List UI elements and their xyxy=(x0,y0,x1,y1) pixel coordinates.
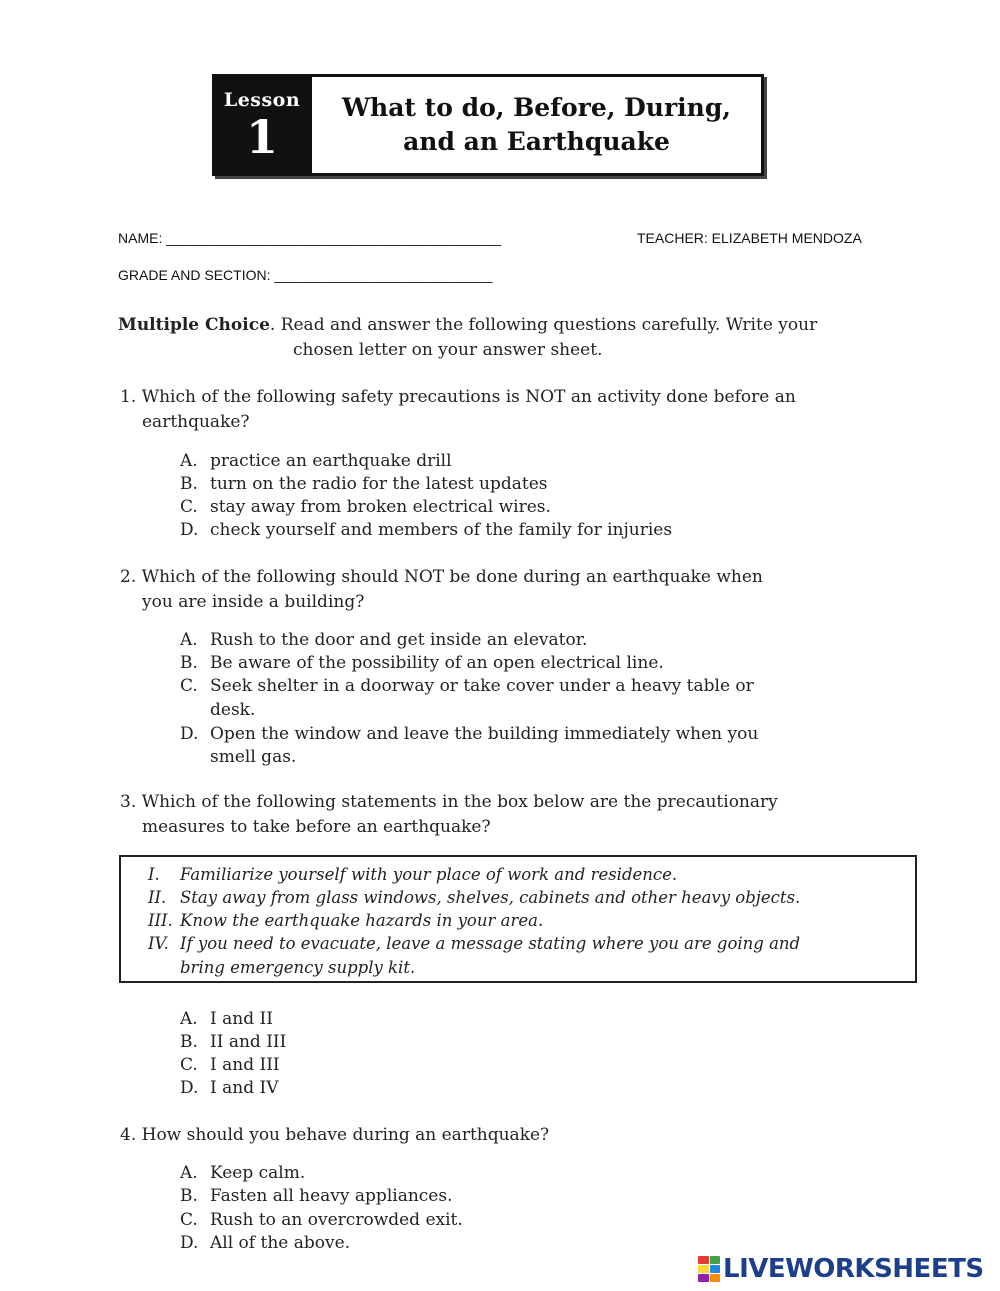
statement-num: III. xyxy=(148,911,173,930)
option-text: turn on the radio for the latest updates xyxy=(210,474,548,494)
option-letter: C. xyxy=(180,1055,198,1075)
option-letter: B. xyxy=(180,1186,198,1206)
lesson-number: 1 xyxy=(245,110,278,164)
option-letter: C. xyxy=(180,1210,198,1230)
q2-option-d[interactable] xyxy=(180,724,758,744)
brand-text: LIVEWORKSHEETS xyxy=(723,1254,984,1284)
instructions-bold: Multiple Choice xyxy=(118,315,270,335)
lesson-badge xyxy=(215,77,312,173)
option-text: practice an earthquake drill xyxy=(210,451,452,471)
option-text: Keep calm. xyxy=(210,1163,306,1183)
option-text: Open the window and leave the building immediately when you xyxy=(210,724,759,744)
statement-num: I. xyxy=(148,865,160,884)
question-2-line1: 2. Which of the following should NOT be done during an earthquake when xyxy=(120,567,763,587)
option-text: stay away from broken electrical wires. xyxy=(210,497,551,517)
lesson-title-line1: What to do, Before, During, xyxy=(341,93,732,122)
q4-option-d[interactable] xyxy=(180,1233,350,1253)
statement-2 xyxy=(148,888,800,907)
statement-text: Know the earthquake hazards in your area. xyxy=(180,911,544,930)
liveworksheets-brand[interactable] xyxy=(698,1254,984,1284)
question-1-line2: earthquake? xyxy=(142,412,250,432)
instructions-line1 xyxy=(118,315,817,335)
lesson-header xyxy=(212,74,764,176)
option-letter: A. xyxy=(180,630,198,650)
option-letter: C. xyxy=(180,676,198,696)
lesson-word: Lesson xyxy=(223,89,301,111)
option-letter: A. xyxy=(180,1163,198,1183)
name-field[interactable]: NAME: ___________________________________________ xyxy=(118,230,502,246)
logo-block xyxy=(710,1274,721,1282)
q2-option-c-cont: desk. xyxy=(210,700,256,720)
option-letter: B. xyxy=(180,474,198,494)
statement-3 xyxy=(148,911,543,930)
logo-block xyxy=(698,1265,709,1273)
instructions-text: . Read and answer the following questions carefully. Write your xyxy=(269,315,818,335)
option-text: I and II xyxy=(210,1009,273,1029)
question-3-line2: measures to take before an earthquake? xyxy=(142,817,491,837)
option-letter: A. xyxy=(180,451,198,471)
grade-section-field[interactable]: GRADE AND SECTION: ____________________________ xyxy=(118,267,493,283)
option-text: I and IV xyxy=(210,1078,279,1098)
logo-block xyxy=(698,1256,709,1264)
question-2-line2: you are inside a building? xyxy=(142,592,365,612)
logo-block xyxy=(710,1256,721,1264)
statement-text: If you need to evacuate, leave a message stating where you are going and xyxy=(180,934,801,953)
q4-option-c[interactable] xyxy=(180,1210,463,1230)
option-text: II and III xyxy=(210,1032,287,1052)
lesson-title-line2: and an Earthquake xyxy=(403,127,670,156)
option-text: Seek shelter in a doorway or take cover under a heavy table or xyxy=(210,676,754,696)
teacher-label: TEACHER: ELIZABETH MENDOZA xyxy=(637,230,862,246)
question-3-line1: 3. Which of the following statements in the box below are the precautionary xyxy=(120,792,778,812)
instructions-line2: chosen letter on your answer sheet. xyxy=(293,340,603,360)
option-text: Fasten all heavy appliances. xyxy=(210,1186,453,1206)
logo-block xyxy=(710,1265,721,1273)
statement-4 xyxy=(148,934,800,953)
q3-option-a[interactable] xyxy=(180,1009,273,1029)
q1-option-a[interactable] xyxy=(180,451,452,471)
option-text: Rush to the door and get inside an elevator. xyxy=(210,630,588,650)
lesson-title xyxy=(312,77,761,173)
q2-option-b[interactable] xyxy=(180,653,664,673)
q1-option-b[interactable] xyxy=(180,474,548,494)
option-text: Rush to an overcrowded exit. xyxy=(210,1210,463,1230)
statement-4-cont: bring emergency supply kit. xyxy=(180,958,416,977)
q1-option-d[interactable] xyxy=(180,520,672,540)
q4-option-b[interactable] xyxy=(180,1186,452,1206)
option-letter: B. xyxy=(180,1032,198,1052)
option-letter: B. xyxy=(180,653,198,673)
statement-num: IV. xyxy=(148,934,169,953)
statement-1 xyxy=(148,865,677,884)
option-text: All of the above. xyxy=(210,1233,351,1253)
option-letter: D. xyxy=(180,1233,199,1253)
question-4-line1: 4. How should you behave during an earthquake? xyxy=(120,1125,550,1145)
q2-option-d-cont: smell gas. xyxy=(210,747,297,767)
option-letter: C. xyxy=(180,497,198,517)
q1-option-c[interactable] xyxy=(180,497,551,517)
statement-text: Familiarize yourself with your place of work and residence. xyxy=(180,865,678,884)
logo-block xyxy=(698,1274,709,1282)
option-text: I and III xyxy=(210,1055,280,1075)
statement-text: Stay away from glass windows, shelves, cabinets and other heavy objects. xyxy=(180,888,801,907)
q2-option-c[interactable] xyxy=(180,676,754,696)
question-1-line1: 1. Which of the following safety precautions is NOT an activity done before an xyxy=(120,387,796,407)
q3-option-c[interactable] xyxy=(180,1055,280,1075)
option-letter: A. xyxy=(180,1009,198,1029)
option-text: check yourself and members of the family for injuries xyxy=(210,520,673,540)
option-letter: D. xyxy=(180,520,199,540)
option-text: Be aware of the possibility of an open electrical line. xyxy=(210,653,664,673)
q2-option-a[interactable] xyxy=(180,630,587,650)
statement-num: II. xyxy=(148,888,167,907)
option-letter: D. xyxy=(180,724,199,744)
q3-option-d[interactable] xyxy=(180,1078,278,1098)
q4-option-a[interactable] xyxy=(180,1163,305,1183)
liveworksheets-logo-icon xyxy=(698,1256,720,1282)
option-letter: D. xyxy=(180,1078,199,1098)
q3-option-b[interactable] xyxy=(180,1032,286,1052)
